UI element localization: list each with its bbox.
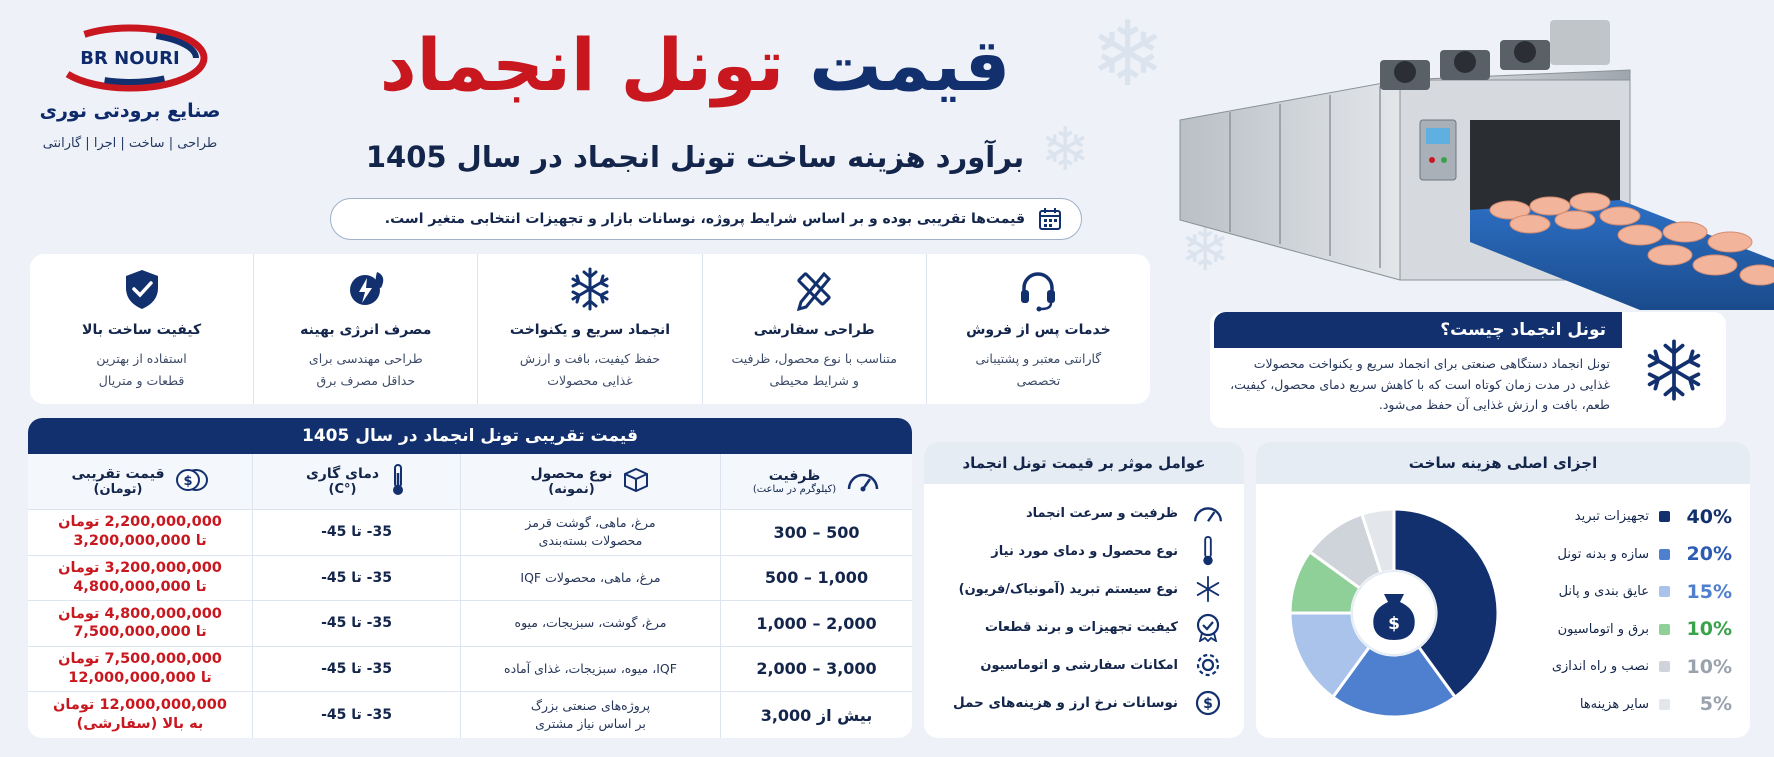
price-factors-box: [924, 442, 1244, 738]
page-subtitle: برآورد هزینه ساخت تونل انجماد در سال 1405: [365, 140, 1025, 174]
svg-text:$: $: [183, 473, 193, 489]
box-icon: [622, 466, 650, 498]
legend-item: 10% برق و اتوماسیون: [1557, 618, 1732, 641]
feature-after-sales: خدمات پس از فروش گارانتی معتبر و پشتیبانی تخصصی: [926, 254, 1150, 404]
thermometer-icon: [1192, 535, 1224, 567]
table-row: 500 – 1,000 مرغ، ماهی، محصولات IQF 35- تا 45- 3,200,000,000 تومان تا 4,800,000,000: [28, 556, 912, 602]
brand-name: صنایع برودتی نوری: [39, 100, 221, 122]
header-capacity: ظرفیت (کیلوگرم در ساعت): [720, 454, 912, 509]
what-is-box: [1210, 312, 1726, 428]
background-snowflake-icon: ❄: [1040, 115, 1091, 185]
snowflake-icon: [1622, 312, 1726, 428]
shield-check-icon: [30, 264, 253, 314]
pencil-ruler-icon: [703, 264, 926, 314]
freezing-tunnel-machine-image: [1170, 10, 1774, 310]
table-row: 300 – 500 مرغ، ماهی، گوشت قرمز محصولات بسته‌بندی 35- تا 45- 2,200,000,000 تومان تا 3,200,000,000: [28, 510, 912, 556]
legend-item: 15% عایق بندی و پانل: [1558, 580, 1732, 603]
table-row: بیش از 3,000 پروژه‌های صنعتی بزرگ بر اساس نیاز مشتری 35- تا 45- 12,000,000,000 تومان به بالا (سفارشی): [28, 692, 912, 738]
list-item: نوع محصول و دمای مورد نیاز: [924, 532, 1244, 570]
background-snowflake-icon: ❄: [1090, 2, 1166, 107]
cost-components-title: اجزای اصلی هزینه ساخت: [1256, 442, 1750, 484]
cost-components-box: [1256, 442, 1750, 738]
page-title: قیمت تونل انجماد: [379, 23, 1011, 107]
gauge-icon: [846, 468, 880, 496]
snowflake-icon: [478, 264, 701, 314]
price-table: [28, 418, 912, 738]
brand-services: طراحی | ساخت | اجرا | گارانتی: [42, 136, 218, 151]
feature-custom-design: طراحی سفارشی متناسب با نوع محصول، ظرفیت و شرایط محیطی: [702, 254, 926, 404]
price-notice: قیمت‌ها تقریبی بوده و بر اساس شرایط پروژه، نوسانات بازار و تجهیزات انتخابی متغیر است.: [330, 198, 1082, 240]
gauge-icon: [1192, 497, 1224, 529]
calendar-icon: [1037, 206, 1063, 232]
cost-donut-chart: [1276, 498, 1512, 728]
what-is-text: تونل انجماد دستگاهی صنعتی برای انجماد سریع و یکنواخت محصولات غذایی در مدت زمان کوتاه است که با کاهش سریع دمای محصول، کیفیت، طعم، بافت و ارزش غذایی آن حفظ می‌شود.: [1230, 356, 1610, 413]
legend-item: 40% تجهیزات تبرید: [1574, 505, 1732, 528]
price-table-header: [28, 454, 912, 510]
feature-energy: مصرف انرژی بهینه طراحی مهندسی برای حداقل مصرف برق: [253, 254, 477, 404]
features-strip: [30, 254, 1150, 404]
logo-text: BR NOURI: [80, 48, 180, 69]
what-is-title: تونل انجماد چیست؟: [1214, 312, 1622, 348]
list-item: نوع سیستم تبرید (آمونیاک/فریون): [924, 570, 1244, 608]
list-item: ظرفیت و سرعت انجماد: [924, 494, 1244, 532]
list-item: کیفیت تجهیزات و برند قطعات: [924, 608, 1244, 646]
price-table-title: قیمت تقریبی تونل انجماد در سال 1405: [28, 418, 912, 454]
table-row: 2,000 – 3,000 IQF، میوه، سبزیجات، غذای آماده 35- تا 45- 7,500,000,000 تومان تا 12,000,000,000: [28, 647, 912, 693]
feature-fast-freezing: انجماد سریع و یکنواخت حفظ کیفیت، بافت و ارزش غذایی محصولات: [477, 254, 701, 404]
energy-leaf-icon: [254, 264, 477, 314]
feature-quality: کیفیت ساخت بالا استفاده از بهترین قطعات و متریال: [30, 254, 253, 404]
quality-badge-icon: [1192, 611, 1224, 643]
list-item: $ نوسانات نرخ ارز و هزینه‌های حمل: [924, 684, 1244, 722]
gear-icon: [1192, 649, 1224, 681]
money-icon: [175, 467, 209, 497]
background-snowflake-icon: ❄: [1180, 215, 1231, 285]
header-temp: دمای گاری (°C): [252, 454, 460, 509]
price-factors-title: عوامل موثر بر قیمت تونل انجماد: [924, 442, 1244, 484]
svg-text:$: $: [1388, 614, 1400, 634]
thermometer-icon: [389, 463, 407, 501]
header-price: $ قیمت تقریبی (تومان): [28, 454, 252, 509]
list-item: امکانات سفارشی و اتوماسیون: [924, 646, 1244, 684]
legend-item: 10% نصب و راه اندازی: [1551, 655, 1732, 678]
brand-logo: [30, 22, 230, 182]
legend-item: 5% سایر هزینه‌ها: [1579, 693, 1732, 716]
snowflake-icon: [1192, 573, 1224, 605]
svg-text:$: $: [1203, 696, 1213, 712]
headset-icon: [927, 264, 1150, 314]
table-row: 1,000 – 2,000 مرغ، گوشت، سبزیجات، میوه 35- تا 45- 4,800,000,000 تومان تا 7,500,000,000: [28, 601, 912, 647]
header-product: نوع محصول (نمونه): [460, 454, 720, 509]
dollar-coin-icon: [1192, 687, 1224, 719]
cost-legend: [1522, 498, 1732, 723]
legend-item: 20% سازه و بدنه تونل: [1557, 543, 1732, 566]
